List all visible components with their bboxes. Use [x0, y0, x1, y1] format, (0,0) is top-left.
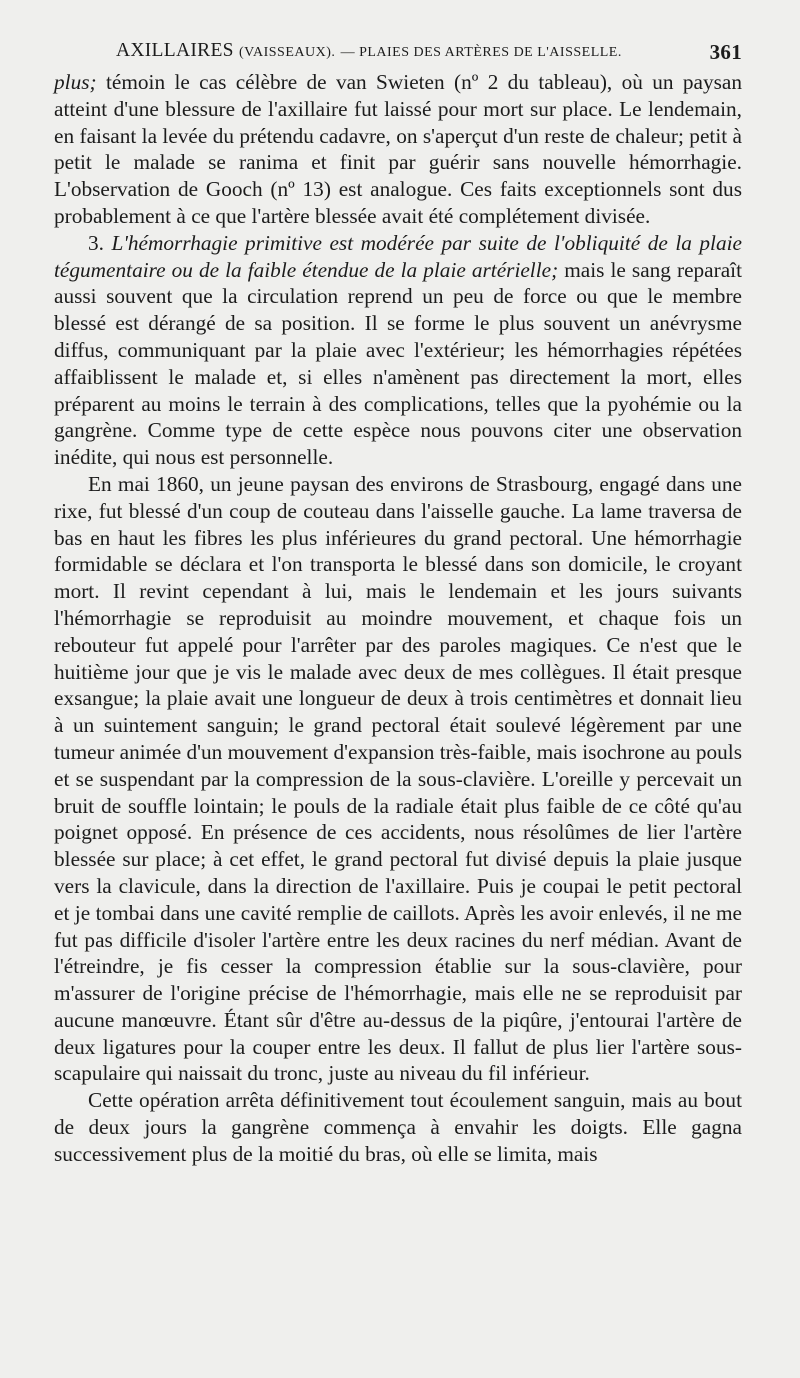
body-text	[54, 69, 742, 1168]
running-head-main: AXILLAIRES	[116, 40, 234, 61]
running-head-subtitle: — PLAIES DES ARTÈRES DE L'AISSELLE.	[340, 45, 622, 60]
paragraph-4-text: Cette opération arrêta définitivement tout écoulement sanguin, mais au bout de deux jours la gangrène commença à envahir les doigts. Elle gagna successivement plus de la moitié du bras, où elle se limita, mais	[54, 1088, 742, 1166]
paragraph-3	[54, 471, 742, 1087]
paragraph-2-italic: L'hémorrhagie primitive est modérée par suite de l'obliquité de la plaie tégumentaire ou de la faible étendue de la plaie artérielle;	[54, 230, 742, 282]
paragraph-2-number: 3.	[88, 230, 112, 255]
page-number: 361	[709, 40, 742, 64]
running-head-paren: (VAISSEAUX).	[239, 45, 336, 60]
paragraph-2-text: mais le sang reparaît aussi souvent que la circulation reprend un peu de force ou que le membre blessé est dérangé de sa position. Il se forme le plus souvent un anévrysme diffus, communiquant par la plaie avec l'extérieur; les hémorrhagies répétées affaiblissent le malade et, si elles n'amènent pas directement la mort, elles préparent au moins le terrain à des complications, telles que la pyohémie ou la gangrène. Comme type de cette espèce nous pouvons citer une observation inédite, qui nous est personnelle.	[54, 257, 743, 470]
paragraph-1	[54, 69, 742, 230]
paragraph-1-italic: plus;	[54, 70, 97, 94]
running-head	[54, 40, 742, 70]
paragraph-3-text: En mai 1860, un jeune paysan des environs de Strasbourg, engagé dans une rixe, fut blessé d'un coup de couteau dans l'aisselle gauche. La lame traversa de bas en haut les fibres les plus inférieures du grand pectoral. Une hémorrhagie formidable se déclara et l'on transporta le blessé dans son domicile, le croyant mort. Il revint cependant à lui, mais le lendemain et les jours suivants l'hémorrhagie se reproduisit au moindre mouvement, et chaque fois un rebouteur fut appelé pour l'arrêter par des paroles magiques. Ce n'est que le huitième jour que je vis le malade avec deux de mes collègues. Il était presque exsangue; la plaie avait une longueur de deux à trois centimètres et donnait lieu à un suintement sanguin; le grand pectoral était soulevé légèrement par une tumeur animée d'un mouvement d'expansion très-faible, mais isochrone au pouls et se suspendant par la compression de la sous-clavière. L'oreille y percevait un bruit de souffle lointain; le pouls de la radiale était plus faible de ce côté qu'au poignet opposé. En présence de ces accidents, nous résolûmes de lier l'artère blessée sur place; à cet effet, le grand pectoral fut divisé depuis la plaie jusque vers la clavicule, dans la direction de l'axillaire. Puis je coupai le petit pectoral et je tombai dans une cavité remplie de caillots. Après les avoir enlevés, il ne me fut pas difficile d'isoler l'artère entre les deux racines du nerf médian. Avant de l'étreindre, je fis cesser la compression établie sur la sous-clavière, pour m'assurer de l'origine précise de l'hémorrhagie, mais elle ne se reproduisit par aucune manœuvre. Étant sûr d'être au-dessus de la piqûre, j'entourai l'artère de deux ligatures pour la couper entre les deux. Il fallut de plus lier l'artère sous-scapulaire qui naissait du tronc, juste au niveau du fil inférieur.	[54, 471, 742, 1086]
paragraph-2	[54, 230, 742, 471]
paragraph-4	[54, 1087, 742, 1167]
running-head-title	[116, 40, 622, 62]
paragraph-1-text: témoin le cas célèbre de van Swieten (nº 2 du tableau), où un paysan atteint d'une blessure de l'axillaire fut laissé pour mort sur place. Le lendemain, en faisant la levée du prétendu cadavre, on s'aperçut d'un reste de chaleur; petit à petit le malade se ranima et finit par guérir sans nouvelle hémorrhagie. L'observation de Gooch (nº 13) est analogue. Ces faits exceptionnels sont dus probablement à ce que l'artère blessée avait été complétement divisée.	[54, 70, 742, 228]
